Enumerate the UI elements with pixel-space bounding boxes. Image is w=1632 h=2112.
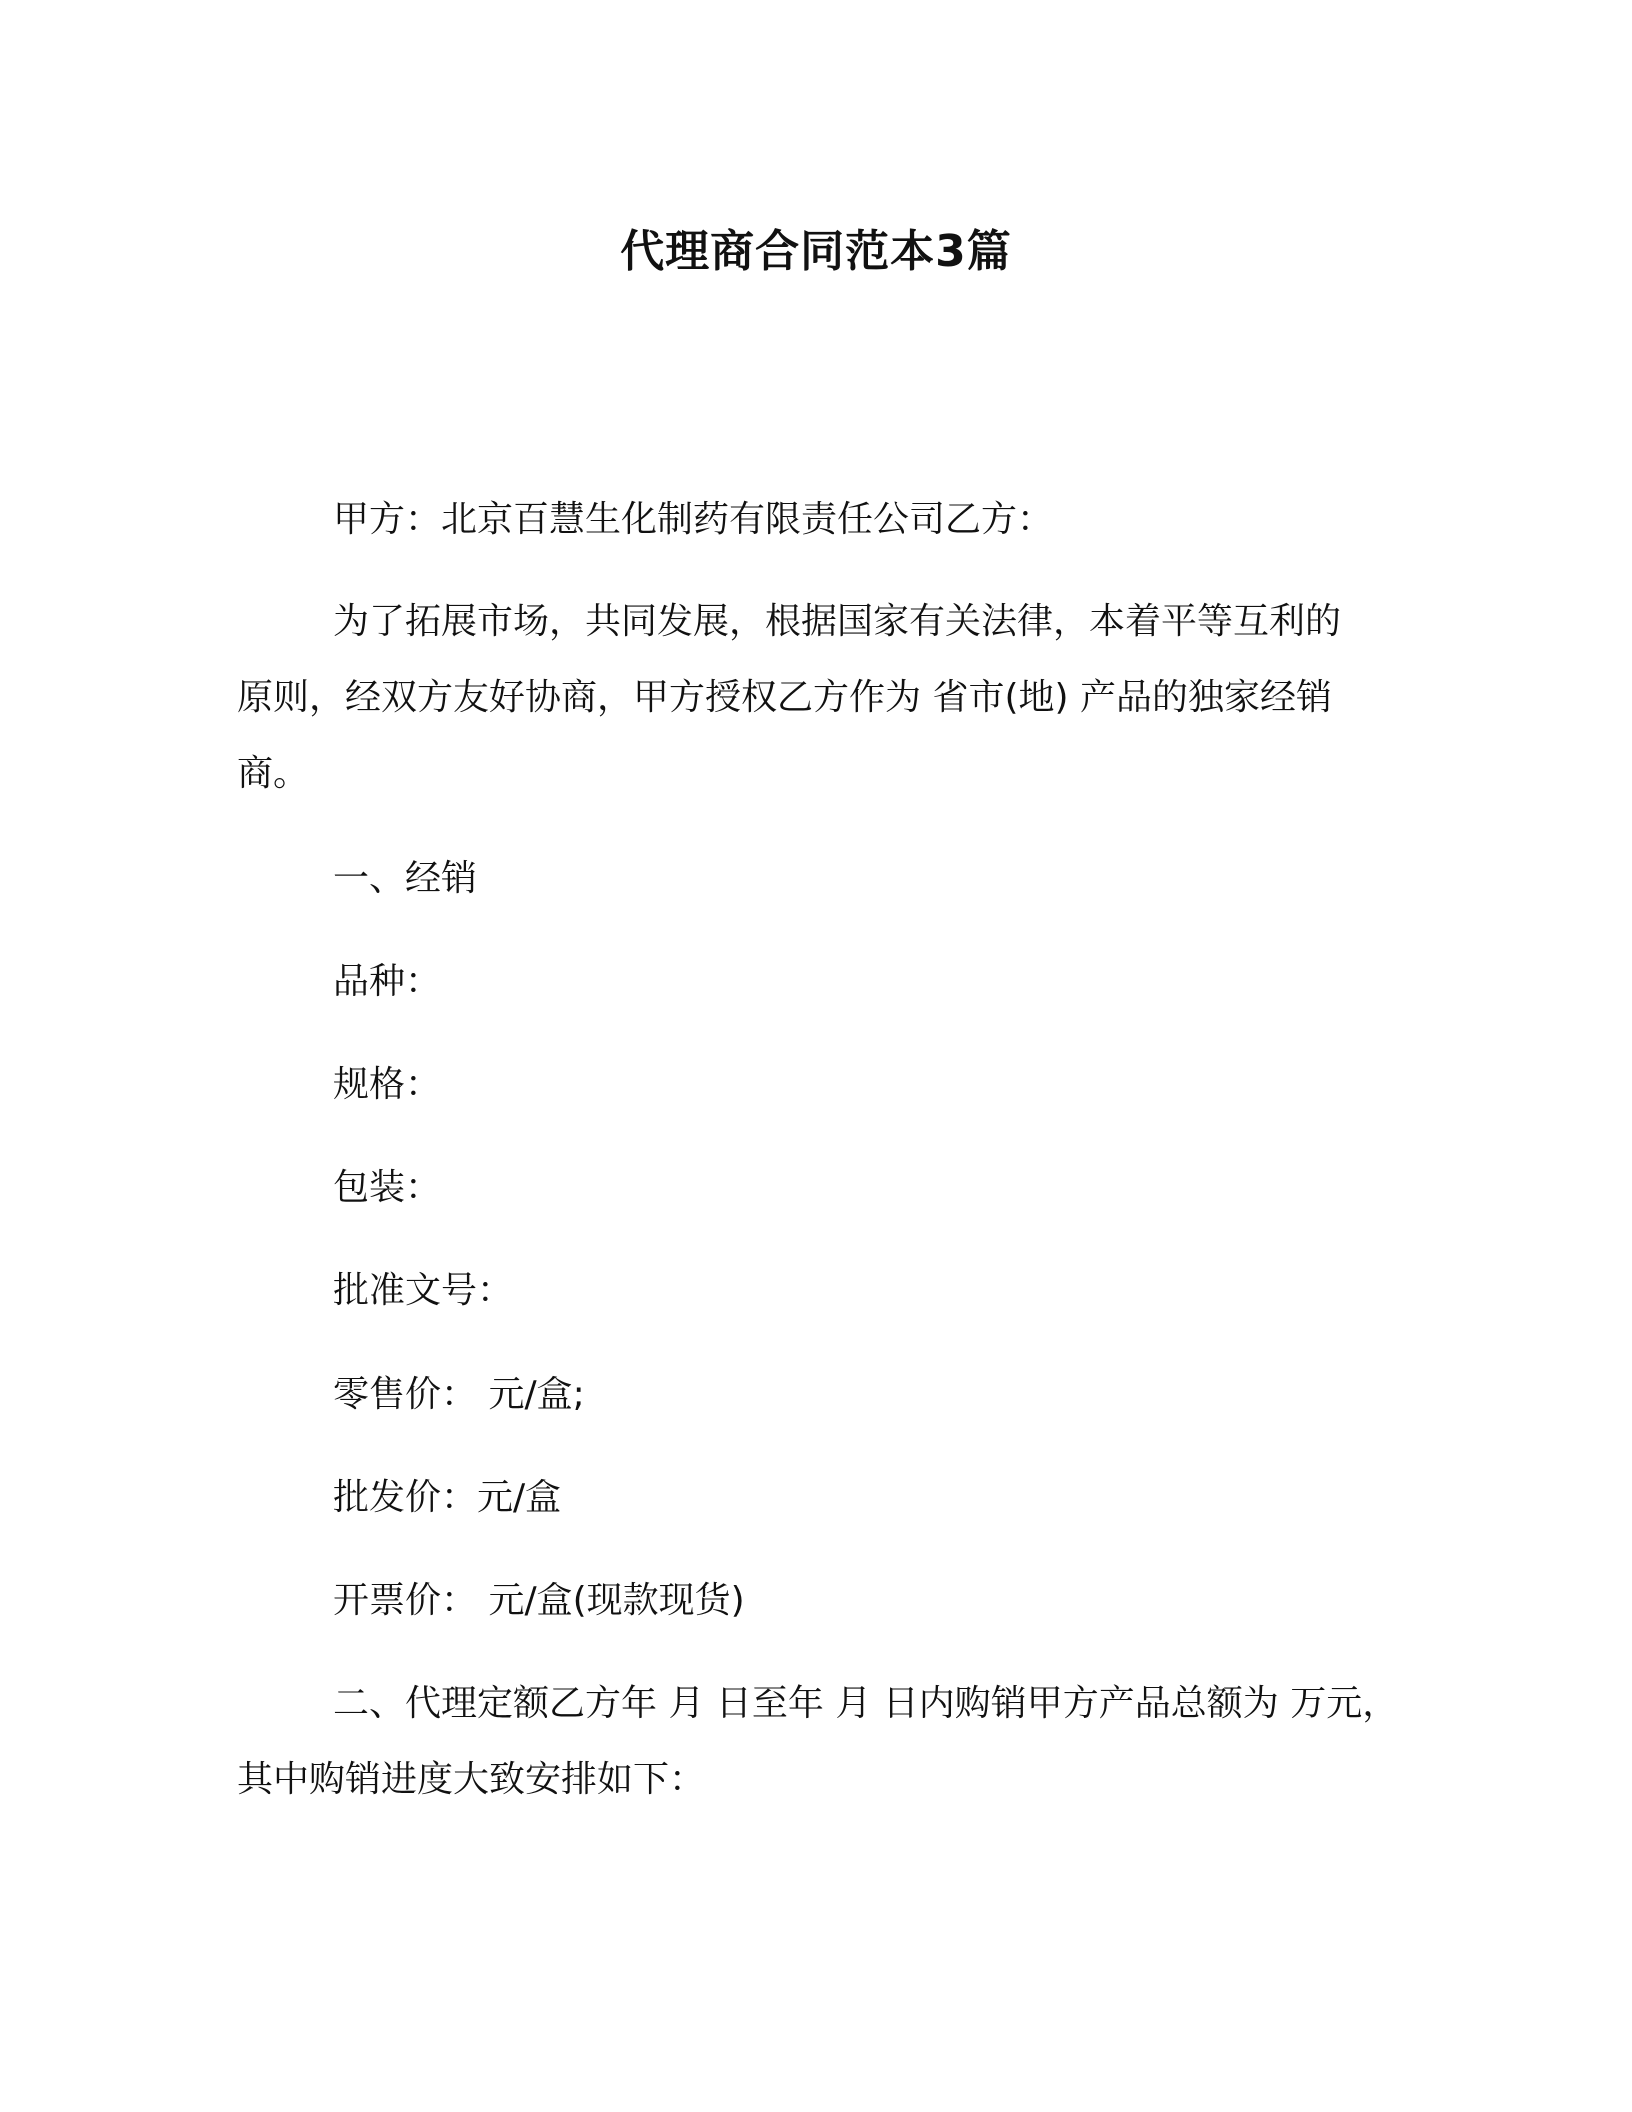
section-1-heading: 一、经销 <box>333 858 478 899</box>
approval-number-field: 批准文号： <box>333 1270 514 1311</box>
intro-paragraph-line-1: 为了拓展市场，共同发展，根据国家有关法律，本着平等互利的 <box>333 601 1342 642</box>
document-title: 代理商合同范本3篇 <box>620 226 1012 277</box>
packaging-field: 包装： <box>333 1167 442 1208</box>
intro-paragraph-line-2: 原则，经双方友好协商，甲方授权乙方作为 省市(地) 产品的独家经销 <box>237 677 1332 718</box>
wholesale-price-field: 批发价：元/盒 <box>333 1477 562 1518</box>
retail-price-field: 零售价： 元/盒; <box>333 1374 585 1415</box>
parties-line: 甲方：北京百慧生化制药有限责任公司乙方： <box>333 499 1054 540</box>
intro-paragraph-line-3: 商。 <box>237 753 310 794</box>
specification-field: 规格： <box>333 1064 442 1105</box>
variety-field: 品种： <box>333 961 442 1002</box>
section-2-line-1: 二、代理定额乙方年 月 日至年 月 日内购销甲方产品总额为 万元， <box>333 1683 1399 1724</box>
section-2-line-2: 其中购销进度大致安排如下： <box>237 1759 706 1800</box>
invoice-price-field: 开票价： 元/盒(现款现货) <box>333 1580 745 1621</box>
